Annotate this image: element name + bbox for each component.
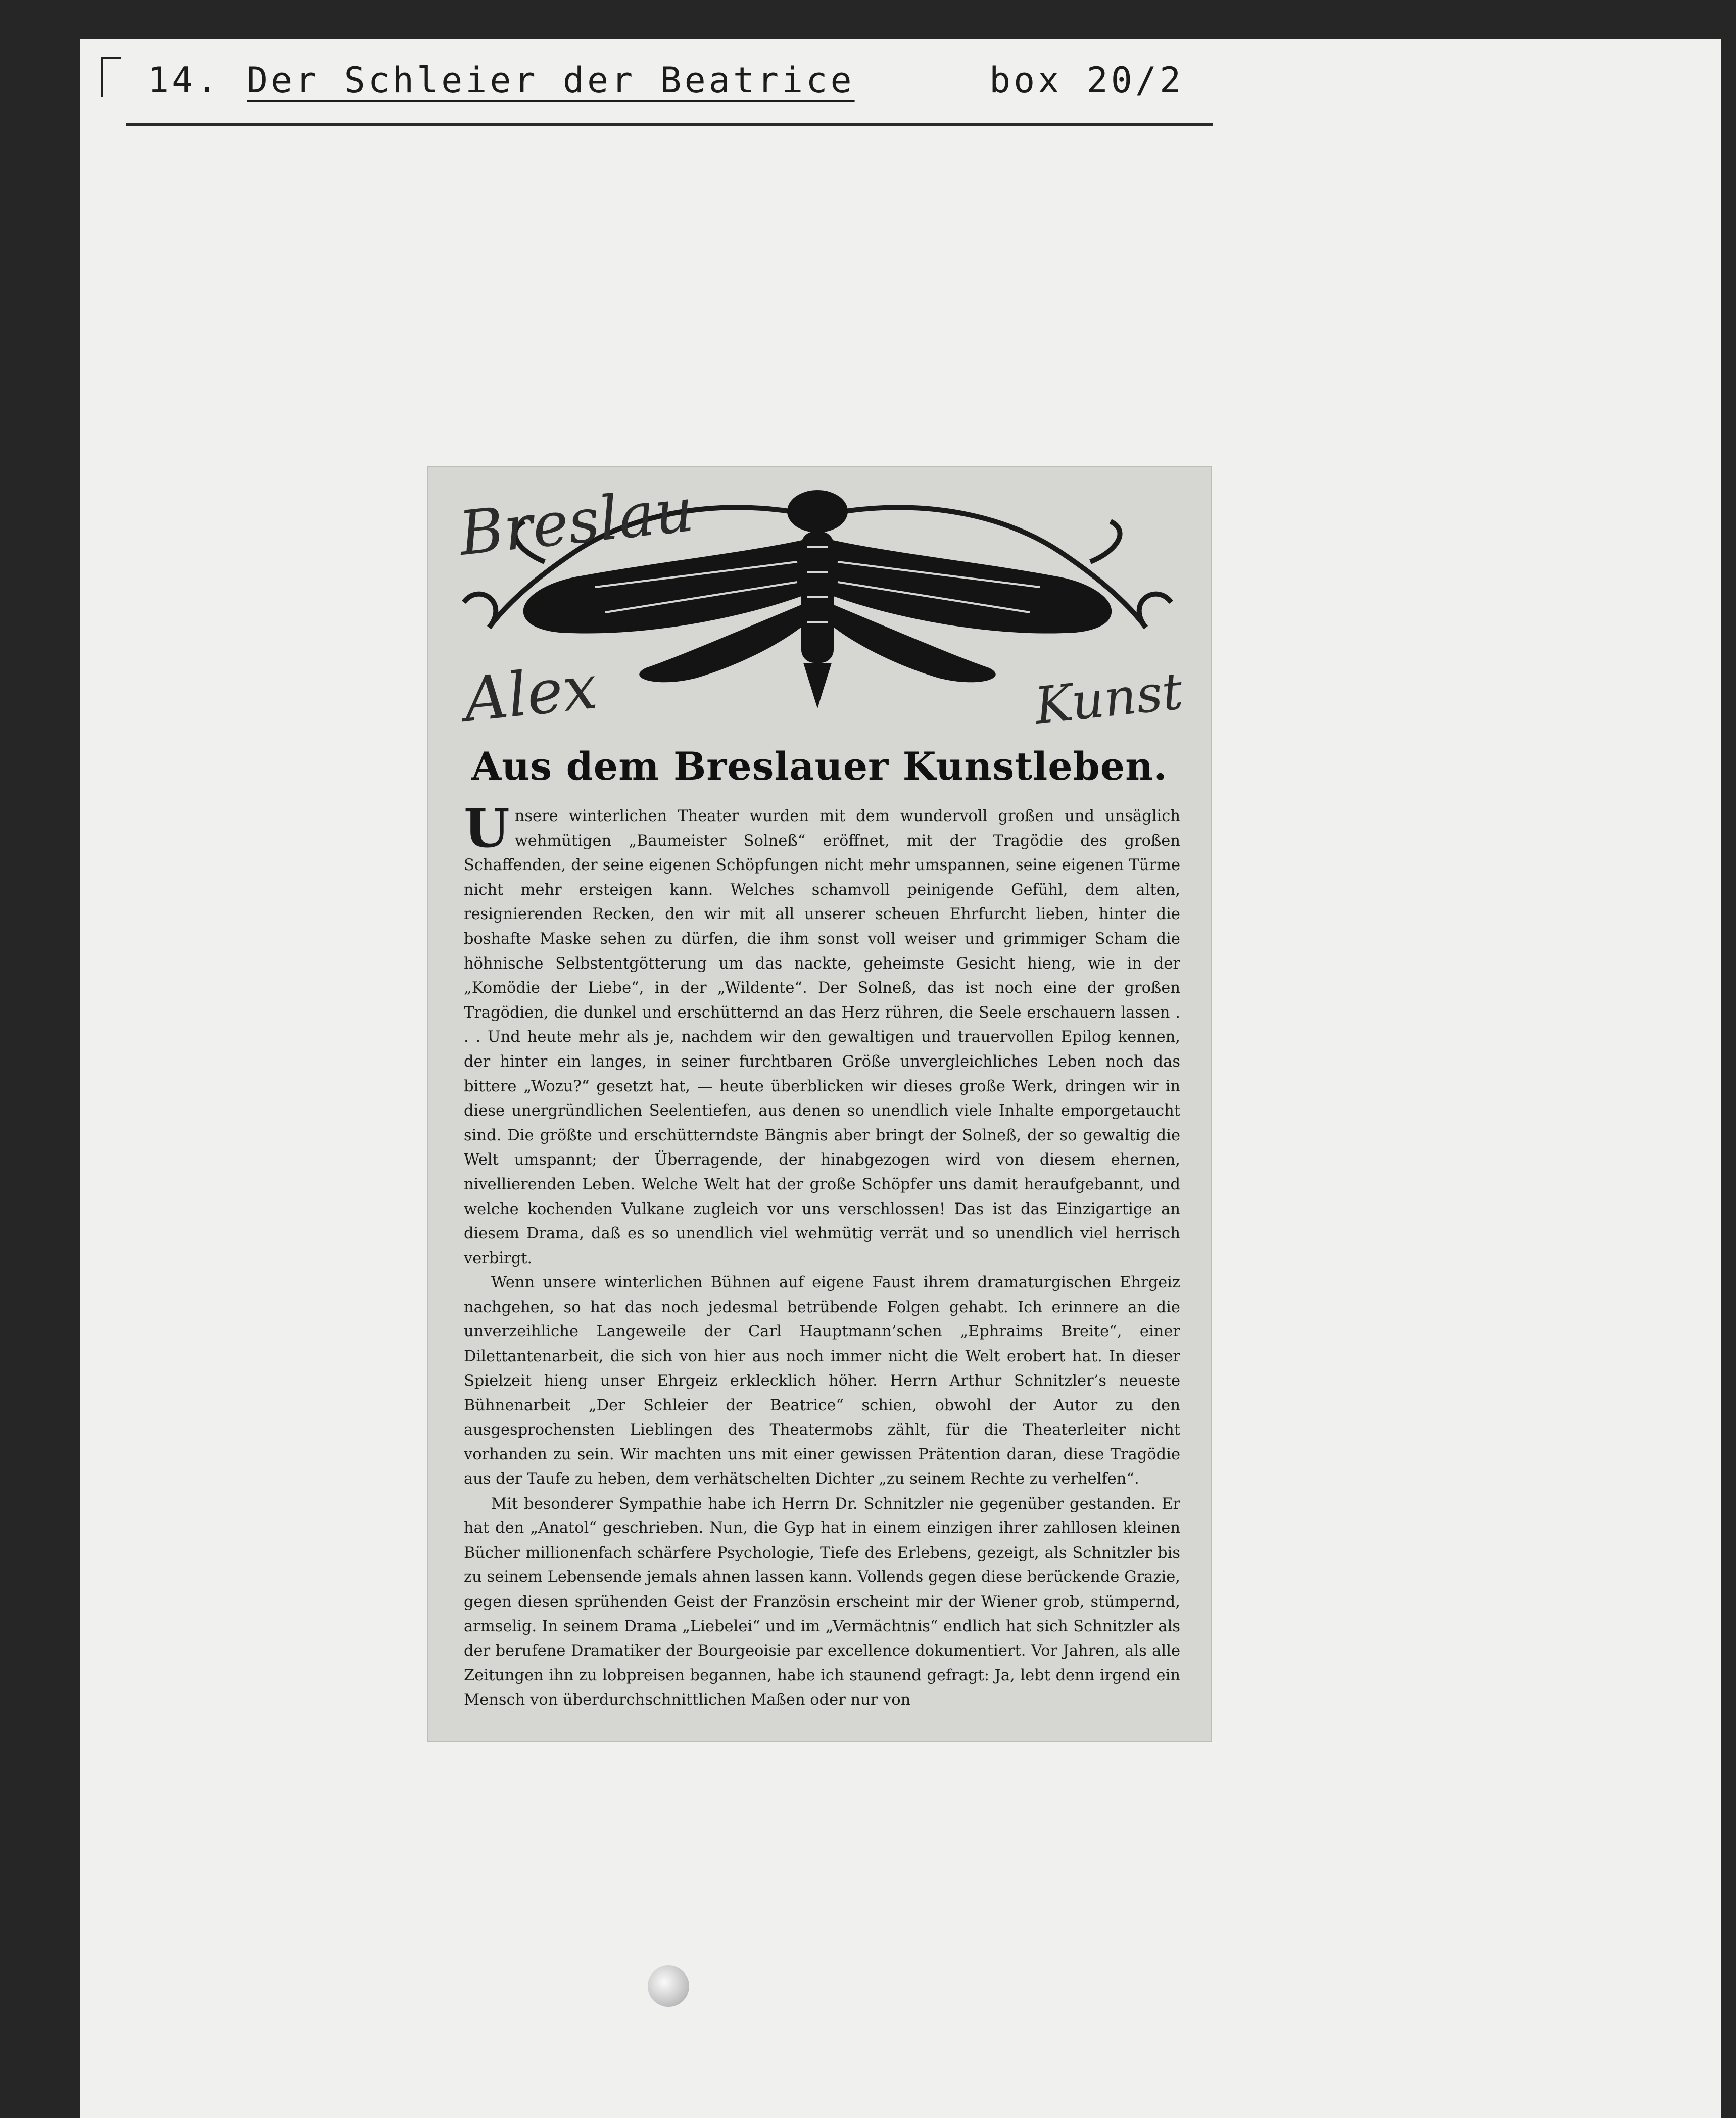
handwritten-note: Breslau [456,475,697,569]
item-number: 14. [148,60,221,101]
article-paragraph: Wenn unsere winterlichen Bühnen auf eigene Faust ihrem dramaturgischen Ehrgeiz nachgehen, so hat das noch jedesmal betrübende Folgen gehabt. Ich erinnere an die unverzeihliche Langeweile der Carl Hauptmann’schen „Ephraims Breite“, einer Dilettantenarbeit, die sich von hier aus noch immer nicht die Welt erobert hat. In dieser Spielzeit hieng unser Ehrgeiz erklecklich höher. Herrn Arthur Schnitzler’s neueste Bühnenarbeit „Der Schleier der Beatrice“ schien, obwohl der Autor zu den ausgesprochensten Lieblingen des Theatermobs zählt, für die Theaterleiter nicht vorhanden zu sein. Wir machten uns mit einer gewissen Prätention daran, diese Tragödie aus der Taufe zu heben, dem verhätschelten Dichter „zu seinem Rechte zu verhelfen“. [464,1274,1180,1488]
handwritten-note: Kunst [1032,661,1186,736]
header-rule [126,123,1213,126]
corner-mark [101,57,121,59]
article-paragraph: Mit besonderer Sympathie habe ich Herrn Dr. Schnitzler nie gegenüber gestanden. Er hat den „Anatol“ geschrieben. Nun, die Gyp hat in einem einzigen ihrer zahllosen kleinen Bücher millionenfach schärfere Psychologie, Tiefe des Erlebens, gezeigt, als Schnitzler bis zu seinem Lebensende jemals ahnen lassen kann. Vollends gegen diese berückende Grazie, gegen diesen sprühenden Geist der Französin erscheint mir der Wiener grob, stümpernd, armselig. In seinem Drama „Liebelei“ und im „Vermächtnis“ endlich hat sich Schnitzler als der berufene Dramatiker der Bourgeoisie par excellence dokumentiert. Vor Jahren, als alle Zeitungen ihn zu lobpreisen begannen, habe ich staunend gefragt: Ja, lebt denn irgend ein Mensch von überdurchschnittlichen Maßen oder nur von [464,1495,1180,1709]
drop-cap: U [464,797,510,859]
handwritten-note: Alex [460,652,601,736]
stamp-mark [648,1965,689,2007]
newspaper-clipping [428,467,1211,1741]
box-label: box 20/2 [989,60,1184,101]
article-paragraph: Unsere winterlichen Theater wurden mit dem wundervoll großen und unsäglich wehmütigen „Baumeister Solneß“ eröffnet, mit der Tragödie des großen Schaffenden, der seine eigenen Schöpfungen nicht mehr umspannen, seine eigenen Türme nicht mehr ersteigen kann. Welches schamvoll peinigende Gefühl, dem alten, resignierenden Recken, den wir mit all unserer scheuen Ehrfurcht lieben, hinter die boshafte Maske sehen zu dürfen, die ihm sonst voll weiser und grimmiger Scham die höhnische Selbstentgötterung um das nackte, geheimste Gesicht hieng, wie in der „Komödie der Liebe“, in der „Wildente“. Der Solneß, das ist noch eine der großen Tragödien, die dunkel und erschütternd an das Herz rühren, die Seele erschauern lassen . . . Und heute mehr als je, nachdem wir den gewaltigen und trauervollen Epilog kennen, der hinter ein langes, in seiner furchtbaren Größe unvergleichliches Leben noch das bittere „Wozu?“ gesetzt hat, — heute überblicken wir dieses große Werk, dringen wir in diese unergründlichen Seelentiefen, aus denen so unendlich viele Inhalte emporgetaucht sind. Die größte und erschütterndste Bängnis aber bringt der Solneß, der so gewaltig die Welt umspannt; der Überragende, der hinabgezogen wird von diesem ehernen, nivellierenden Leben. Welche Welt hat der große Schöpfer uns damit heraufgebannt, und welche kochenden Vulkane zugleich vor uns verschlossen! Das ist das Einzigartige an diesem Drama, daß es so unendlich viel wehmütig verrät und so unendlich viel herrisch verbirgt. [464,797,1180,1267]
corner-mark [101,57,103,97]
item-title: Der Schleier der Beatrice [247,60,855,101]
article-body [464,797,1180,1713]
article-title: Aus dem Breslauer Kunstleben. [471,744,1168,789]
